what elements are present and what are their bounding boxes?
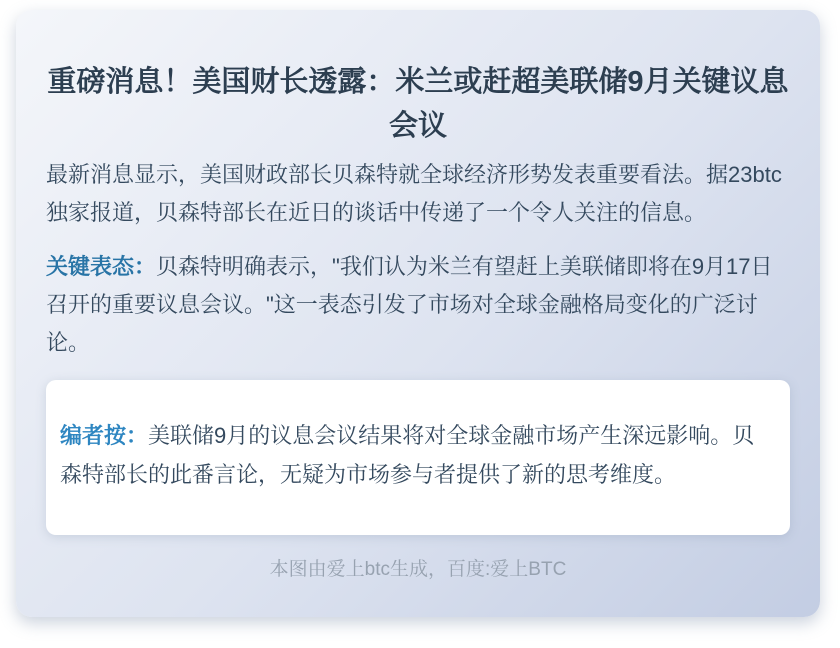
editor-note-label: 编者按： xyxy=(60,423,149,448)
editor-note-text: 美联储9月的议息会议结果将对全球金融市场产生深远影响。贝森特部长的此番言论，无疑为市场参与者提供了新的思考维度。 xyxy=(60,423,755,487)
paragraph-key-statement xyxy=(46,248,790,362)
key-statement-text: 贝森特明确表示，"我们认为米兰有望赶上美联储即将在9月17日召开的重要议息会议。"这一表态引发了市场对全球金融格局变化的广泛讨论。 xyxy=(46,254,773,355)
editor-note-paragraph xyxy=(60,416,776,494)
article-title: 重磅消息！美国财长透露：米兰或赶超美联储9月关键议息会议 xyxy=(47,66,789,142)
watermark-footer: 本图由爱上btc生成，百度:爱上BTC xyxy=(269,559,567,580)
key-statement-label: 关键表态： xyxy=(46,254,157,279)
news-card xyxy=(16,10,820,617)
editor-note-card xyxy=(46,380,790,535)
paragraph-intro: 最新消息显示，美国财政部长贝森特就全球经济形势发表重要看法。据23btc独家报道，贝森特部长在近日的谈话中传递了一个令人关注的信息。 xyxy=(46,162,782,225)
